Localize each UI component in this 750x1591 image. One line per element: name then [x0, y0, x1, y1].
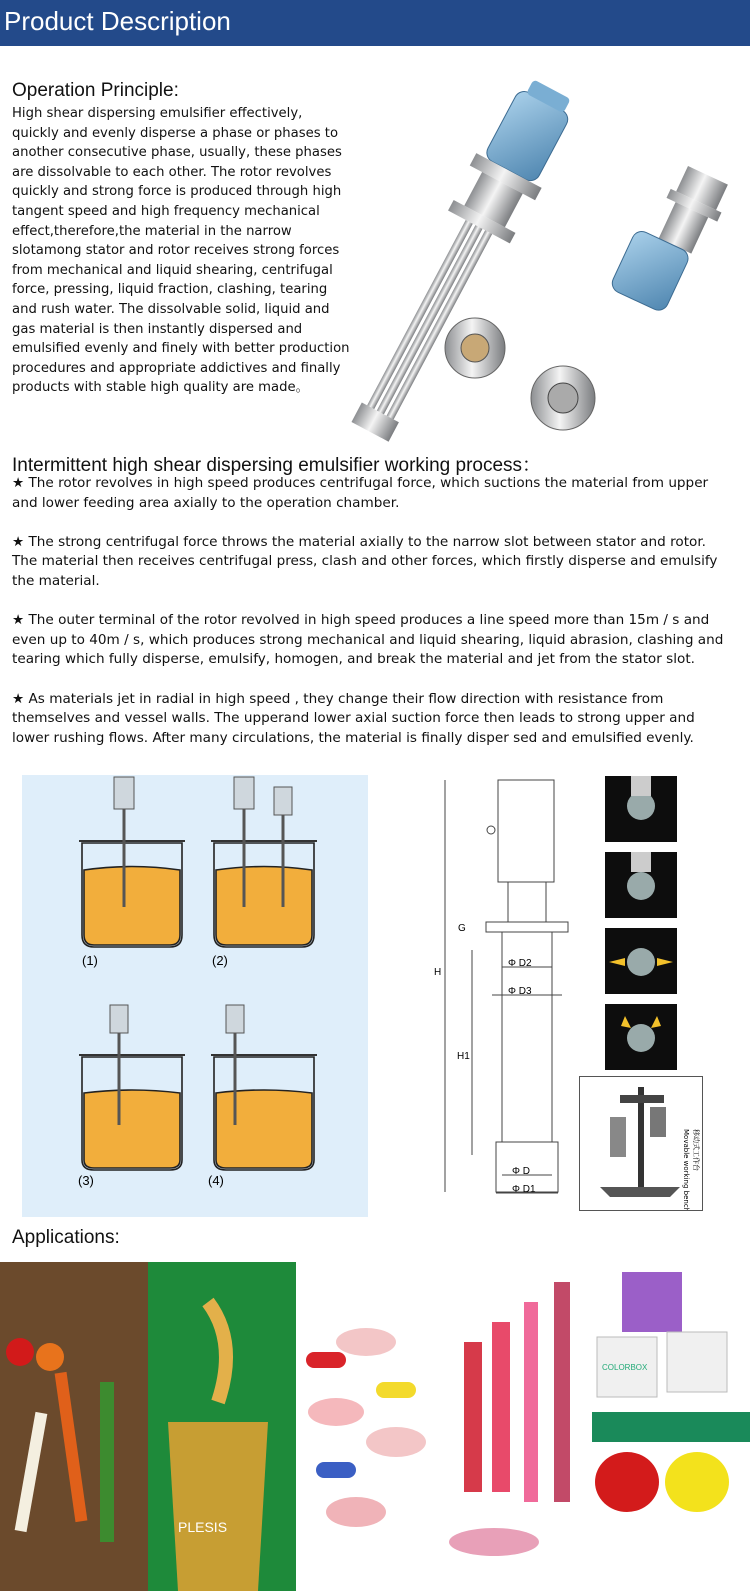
cosmetics-image	[444, 1262, 592, 1591]
rotor-photo	[605, 1004, 677, 1070]
dimension-drawing	[430, 775, 580, 1215]
dim-d3: Φ D3	[508, 986, 532, 997]
bench-caption: Movable working bench	[682, 1129, 690, 1210]
dim-d1: Φ D1	[512, 1184, 536, 1195]
process-step: ★ As materials jet in radial in high speed , they change their flow direction with resistance from themselves and vessel walls. The upperand lower axial suction force then leads to strong upper and lower rushing flows. After many circulations, the material is finally disper sed and emulsified evenly.	[12, 690, 695, 746]
process-title: Intermittent high shear dispersing emulsifier working process：	[12, 455, 542, 476]
rotor-photo-stack	[605, 776, 677, 1080]
glass-label: PLESIS	[178, 1519, 228, 1535]
diagram-label: (3)	[78, 1173, 94, 1188]
vegetables-image	[0, 1262, 148, 1591]
process-body	[12, 474, 724, 768]
diagram-label: (4)	[208, 1173, 224, 1188]
jar-brand: COLORBOX	[602, 1363, 648, 1372]
diagram-label: (1)	[82, 953, 98, 968]
dim-g: G	[458, 923, 466, 934]
working-bench-photo	[579, 1076, 703, 1211]
rotor-photo	[605, 776, 677, 842]
process-step: ★ The strong centrifugal force throws the material axially to the narrow slot between stator and rotor. The material then receives centrifugal press, clash and other forces, which firstly disperse and emulsify the material.	[12, 533, 718, 589]
applications-title: Applications:	[12, 1227, 120, 1248]
operation-body: High shear dispersing emulsifier effectively, quickly and evenly disperse a phase or phases to another consecutive phase, usually, these phases are dissolvable to each other. The rotor revolves quickly and strong force is produced through high tangent speed and high frequency mechanical effect,therefore,the material in the narrow slotamong stator and rotor receives strong forces from mechanical and liquid shearing, centrifugal force, pressing, liquid fraction, clashing, tearing and rush water. The dissolvable solid, liquid and gas material is then instantly dispersed and emulsified evenly and finely with better production procedures and appropriate addictives and finally products with stable high quality are made。	[12, 106, 350, 396]
tank-diagrams	[22, 775, 368, 1217]
beverages-image	[148, 1262, 296, 1591]
process-step: ★ The outer terminal of the rotor revolved in high speed produces a line speed more than 15m / s and even up to 40m / s, which produces strong mechanical and liquid shearing, liquid abrasion, clashing and tearing which fully disperse, emulsify, homogen, and break the material and jet from the stator slot.	[12, 612, 724, 668]
rotor-photo	[605, 928, 677, 994]
dim-h: H	[434, 967, 442, 978]
process-step: ★ The rotor revolves in high speed produces centrifugal force, which suctions the material from upper and lower feeding area axially to the operation chamber.	[12, 475, 709, 511]
product-photo	[350, 48, 750, 443]
pills-image	[296, 1262, 444, 1591]
rotor-photo	[605, 852, 677, 918]
operation-title: Operation Principle:	[12, 80, 179, 101]
page-title: Product Description	[4, 6, 231, 36]
diagram-label: (2)	[212, 953, 228, 968]
dim-d2: Φ D2	[508, 958, 532, 969]
bench-caption-cn: 移动式工作台	[692, 1129, 700, 1171]
applications-strip	[0, 1262, 750, 1591]
paints-image	[592, 1262, 750, 1591]
dim-d: Φ D	[512, 1166, 530, 1177]
dim-h1: H1	[457, 1051, 470, 1062]
